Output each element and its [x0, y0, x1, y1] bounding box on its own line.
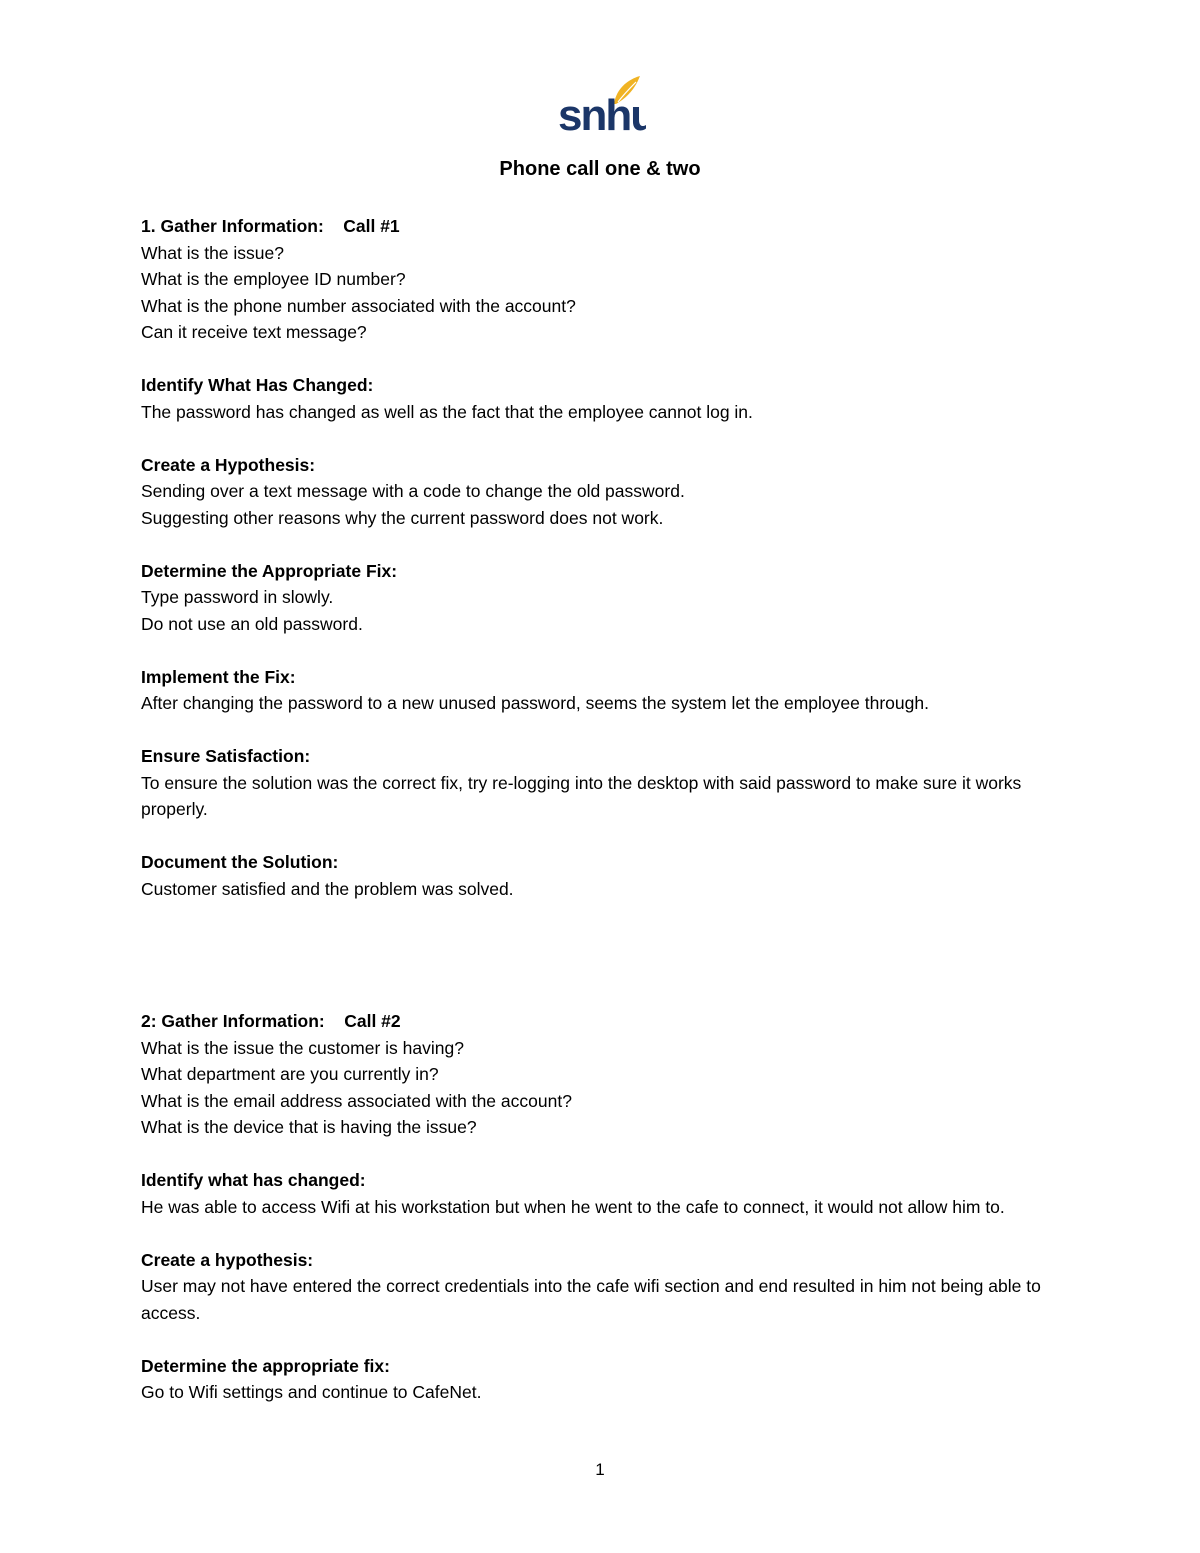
section-line: Customer satisfied and the problem was solved.: [141, 878, 514, 899]
section-line: What is the email address associated with the account?: [141, 1090, 572, 1111]
section-line: What is the issue?: [141, 242, 284, 263]
section-line: Go to Wifi settings and continue to CafeNet.: [141, 1382, 482, 1402]
section-line: Sending over a text message with a code to change the old password.: [141, 481, 685, 501]
section-line: To ensure the solution was the correct fix, try re-logging into the desktop with said password to make sure it works properly.: [141, 772, 1022, 819]
section-line: Suggesting other reasons why the current password does not work.: [141, 507, 664, 528]
call2-section: [141, 1353, 1071, 1406]
section-heading: Identify What Has Changed:: [141, 375, 374, 395]
call2-section: [141, 1008, 1071, 1141]
call1-section: [141, 213, 1071, 346]
section-line: What is the issue the customer is having?: [141, 1037, 464, 1058]
section-line: Can it receive text message?: [141, 322, 367, 342]
call1-section: [141, 372, 1071, 425]
section-line: He was able to access Wifi at his workstation but when he went to the cafe to connect, it would not allow him to.: [141, 1196, 1005, 1217]
section-line: What is the phone number associated with the account?: [141, 295, 576, 316]
call1-section: [141, 452, 1071, 532]
call2-section: [141, 1167, 1071, 1220]
section-line: Type password in slowly.: [141, 587, 334, 607]
section-line: What department are you currently in?: [141, 1064, 439, 1084]
spacer: [141, 929, 1071, 1009]
section-heading: Create a Hypothesis:: [141, 454, 316, 475]
section-heading: 1. Gather Information: Call #1: [141, 216, 400, 236]
snhu-logo: [556, 72, 646, 134]
section-line: Do not use an old password.: [141, 613, 363, 634]
section-heading: Implement the Fix:: [141, 666, 296, 687]
call2-section: [141, 1247, 1071, 1327]
section-heading: Ensure Satisfaction:: [141, 746, 311, 766]
section-line: The password has changed as well as the fact that the employee cannot log in.: [141, 401, 753, 422]
call1-section: [141, 664, 1071, 717]
section-heading: Identify what has changed:: [141, 1170, 366, 1190]
section-line: User may not have entered the correct credentials into the cafe wifi section and end resulted in him not being able to access.: [141, 1276, 1041, 1323]
section-heading: Determine the Appropriate Fix:: [141, 560, 398, 581]
document-title: Phone call one & two: [499, 158, 701, 180]
section-line: What is the device that is having the issue?: [141, 1117, 477, 1137]
section-heading: 2: Gather Information: Call #2: [141, 1011, 401, 1031]
call1-section: [141, 558, 1071, 638]
section-heading: Document the Solution:: [141, 852, 339, 872]
section-line: After changing the password to a new unused password, seems the system let the employee through.: [141, 693, 929, 713]
section-heading: Create a hypothesis:: [141, 1249, 314, 1270]
section-line: What is the employee ID number?: [141, 269, 406, 289]
call1-section: [141, 849, 1071, 902]
section-heading: Determine the appropriate fix:: [141, 1355, 390, 1376]
svg-text:snhu: snhu: [558, 91, 646, 134]
page-number: 1: [595, 1460, 605, 1479]
call1-section: [141, 743, 1071, 823]
document-body: [141, 213, 1071, 1432]
